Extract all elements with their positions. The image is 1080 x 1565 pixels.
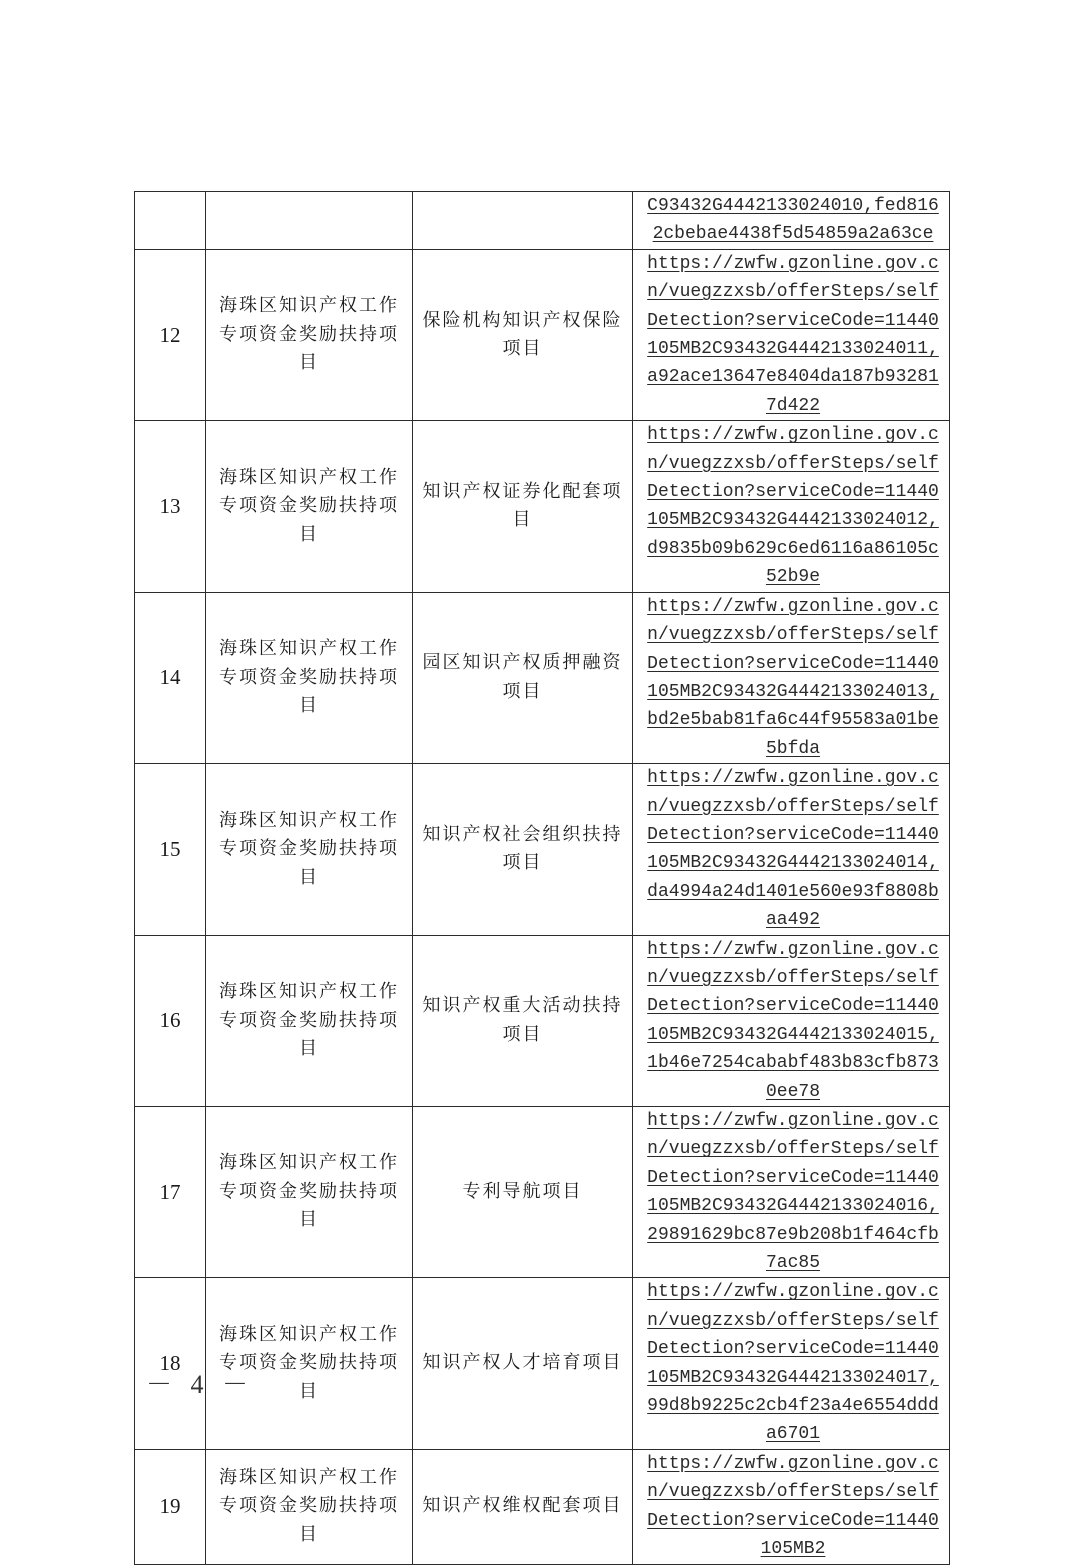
- row-number: 18: [135, 1278, 206, 1449]
- project-name: 知识产权维权配套项目: [413, 1449, 633, 1564]
- row-number: [135, 192, 206, 250]
- project-name: 知识产权社会组织扶持项目: [413, 764, 633, 935]
- fund-category: [206, 592, 413, 763]
- link-cell: [633, 1278, 950, 1449]
- project-name: 知识产权人才培育项目: [413, 1278, 633, 1449]
- service-link[interactable]: https://zwfw.gzonline.gov.cn/vuegzzxsb/offerSteps/selfDetection?serviceCode=11440105MB2C93432G4442133024016,29891629bc87e9b208b1f464cfb7ac85: [647, 1111, 939, 1274]
- fund-category: [206, 764, 413, 935]
- row-number: 12: [135, 249, 206, 420]
- link-cell: [633, 764, 950, 935]
- fund-category: [206, 1449, 413, 1564]
- service-link[interactable]: https://zwfw.gzonline.gov.cn/vuegzzxsb/offerSteps/selfDetection?serviceCode=11440105MB2C93432G4442133024011,a92ace13647e8404da187b932817d422: [647, 253, 939, 416]
- project-link-table: [134, 191, 950, 1565]
- project-name: 知识产权证券化配套项目: [413, 421, 633, 592]
- table-row: [135, 421, 950, 592]
- row-number: 15: [135, 764, 206, 935]
- row-number: 19: [135, 1449, 206, 1564]
- project-name: [413, 192, 633, 250]
- fund-category: [206, 421, 413, 592]
- service-link[interactable]: https://zwfw.gzonline.gov.cn/vuegzzxsb/offerSteps/selfDetection?serviceCode=11440105MB2: [647, 1453, 939, 1560]
- service-link[interactable]: C93432G4442133024010,fed8162cbebae4438f5d54859a2a63ce: [647, 196, 939, 245]
- link-cell: [633, 249, 950, 420]
- fund-category-text: 海珠区知识产权工作专项资金奖励扶持项目: [219, 638, 399, 717]
- row-number: 14: [135, 592, 206, 763]
- table-row: [135, 192, 950, 250]
- link-cell: [633, 1107, 950, 1278]
- fund-category: [206, 249, 413, 420]
- fund-category-text: 海珠区知识产权工作专项资金奖励扶持项目: [219, 809, 399, 888]
- link-cell: [633, 592, 950, 763]
- fund-category-text: 海珠区知识产权工作专项资金奖励扶持项目: [219, 1466, 399, 1545]
- table-row: [135, 592, 950, 763]
- project-name: 保险机构知识产权保险项目: [413, 249, 633, 420]
- table-row: [135, 764, 950, 935]
- fund-category-text: 海珠区知识产权工作专项资金奖励扶持项目: [219, 981, 399, 1060]
- table-row: [135, 1449, 950, 1564]
- fund-category: [206, 935, 413, 1106]
- row-number: 17: [135, 1107, 206, 1278]
- service-link[interactable]: https://zwfw.gzonline.gov.cn/vuegzzxsb/offerSteps/selfDetection?serviceCode=11440105MB2C93432G4442133024012,d9835b09b629c6ed6116a86105c52b9e: [647, 425, 939, 588]
- service-link[interactable]: https://zwfw.gzonline.gov.cn/vuegzzxsb/offerSteps/selfDetection?serviceCode=11440105MB2C93432G4442133024014,da4994a24d1401e560e93f8808baa492: [647, 768, 939, 931]
- link-cell: [633, 421, 950, 592]
- fund-category-text: 海珠区知识产权工作专项资金奖励扶持项目: [219, 1152, 399, 1231]
- table-row: [135, 935, 950, 1106]
- service-link[interactable]: https://zwfw.gzonline.gov.cn/vuegzzxsb/offerSteps/selfDetection?serviceCode=11440105MB2C93432G4442133024017,99d8b9225c2cb4f23a4e6554ddda6701: [647, 1282, 939, 1445]
- project-name: 知识产权重大活动扶持项目: [413, 935, 633, 1106]
- fund-category-text: 海珠区知识产权工作专项资金奖励扶持项目: [219, 295, 399, 374]
- fund-category-text: 海珠区知识产权工作专项资金奖励扶持项目: [219, 466, 399, 545]
- link-cell: [633, 935, 950, 1106]
- project-name: 专利导航项目: [413, 1107, 633, 1278]
- link-cell: [633, 1449, 950, 1564]
- table-row: [135, 249, 950, 420]
- table-row: [135, 1278, 950, 1449]
- table-row: [135, 1107, 950, 1278]
- fund-category: [206, 1107, 413, 1278]
- row-number: 16: [135, 935, 206, 1106]
- service-link[interactable]: https://zwfw.gzonline.gov.cn/vuegzzxsb/offerSteps/selfDetection?serviceCode=11440105MB2C93432G4442133024015,1b46e7254cababf483b83cfb8730ee78: [647, 939, 939, 1102]
- fund-category: [206, 192, 413, 250]
- link-cell: [633, 192, 950, 250]
- service-link[interactable]: https://zwfw.gzonline.gov.cn/vuegzzxsb/offerSteps/selfDetection?serviceCode=11440105MB2C93432G4442133024013,bd2e5bab81fa6c44f95583a01be5bfda: [647, 596, 939, 759]
- page-number: － 4 －: [146, 1370, 255, 1399]
- project-name: 园区知识产权质押融资项目: [413, 592, 633, 763]
- row-number: 13: [135, 421, 206, 592]
- fund-category-text: 海珠区知识产权工作专项资金奖励扶持项目: [219, 1323, 399, 1402]
